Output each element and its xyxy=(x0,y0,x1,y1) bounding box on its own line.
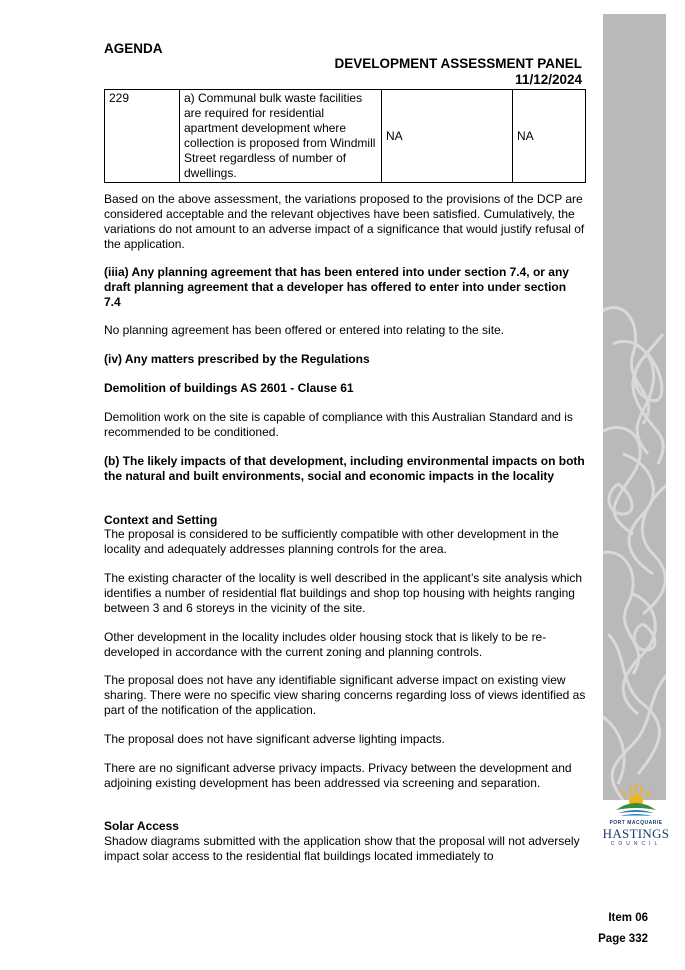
clause-cell: 229 xyxy=(105,90,180,183)
requirement-cell: a) Communal bulk waste facilities are required for residential apartment development where collection is proposed from Windmill Street regardless of number of dwellings. xyxy=(180,90,382,183)
heading-regulations: (iv) Any matters prescribed by the Regulations xyxy=(104,352,370,366)
heading-likely-impacts: (b) The likely impacts of that development, including environmental impacts on both the natural and built environments, social and economic impacts in the locality xyxy=(104,454,585,483)
paragraph-lighting: The proposal does not have significant adverse lighting impacts. xyxy=(104,732,445,746)
heading-context: Context and Setting xyxy=(104,513,218,527)
decorative-sidebar xyxy=(603,14,666,800)
heading-demolition: Demolition of buildings AS 2601 - Clause 61 xyxy=(104,381,354,395)
paragraph-assessment: Based on the above assessment, the variations proposed to the provisions of the DCP are considered acceptable and the relevant objectives have been satisfied. Cumulatively, the variations do not amount to an adverse impact of a significance that would justify refusal of the application. xyxy=(104,192,585,251)
swirl-pattern-icon xyxy=(603,14,666,800)
logo-line-2: HASTINGS xyxy=(602,826,670,841)
logo-line-1: PORT MACQUARIE xyxy=(609,820,663,826)
paragraph-context-1: The proposal is considered to be sufficiently compatible with other development in the locality and adequately addresses planning controls for the area. xyxy=(104,527,559,556)
heading-planning-agreement: (iiia) Any planning agreement that has been entered into under section 7.4, or any draft planning agreement that a developer has offered to enter into under section 7.4 xyxy=(104,265,569,309)
dcp-compliance-table xyxy=(104,89,586,183)
complies-cell: NA xyxy=(513,90,586,183)
heading-solar-access: Solar Access xyxy=(104,819,179,833)
paragraph-privacy: There are no significant adverse privacy impacts. Privacy between the development and adjoining existing development has been addressed via screening and separation. xyxy=(104,761,572,790)
paragraph-solar-access: Shadow diagrams submitted with the application show that the proposal will not adversely impact solar access to the residential flat buildings located immediately to xyxy=(104,834,580,863)
proposed-cell: NA xyxy=(382,90,513,183)
paragraph-context-3: Other development in the locality includes older housing stock that is likely to be re-developed in accordance with the current zoning and planning controls. xyxy=(104,630,547,659)
table-row xyxy=(105,90,586,183)
paragraph-planning-agreement: No planning agreement has been offered or entered into relating to the site. xyxy=(104,323,505,337)
agenda-heading: AGENDA xyxy=(104,41,163,56)
paragraph-demolition: Demolition work on the site is capable of compliance with this Australian Standard and is recommended to be conditioned. xyxy=(104,410,573,439)
logo-line-3: COUNCIL xyxy=(610,841,662,847)
paragraph-view-sharing: The proposal does not have any identifiable significant adverse impact on existing view sharing. There were no specific view sharing concerns regarding loss of views identified as part of the notification of the application. xyxy=(104,673,586,717)
page-number: Page 332 xyxy=(598,933,648,945)
item-number: Item 06 xyxy=(608,912,648,924)
meeting-date: 11/12/2024 xyxy=(515,72,582,87)
panel-heading: DEVELOPMENT ASSESSMENT PANEL xyxy=(334,56,582,71)
paragraph-context-2: The existing character of the locality is well described in the applicant’s site analysis which identifies a number of residential flat buildings and shop top housing with heights ranging between 3 and 6 storeys in the vicinity of the site. xyxy=(104,571,583,615)
